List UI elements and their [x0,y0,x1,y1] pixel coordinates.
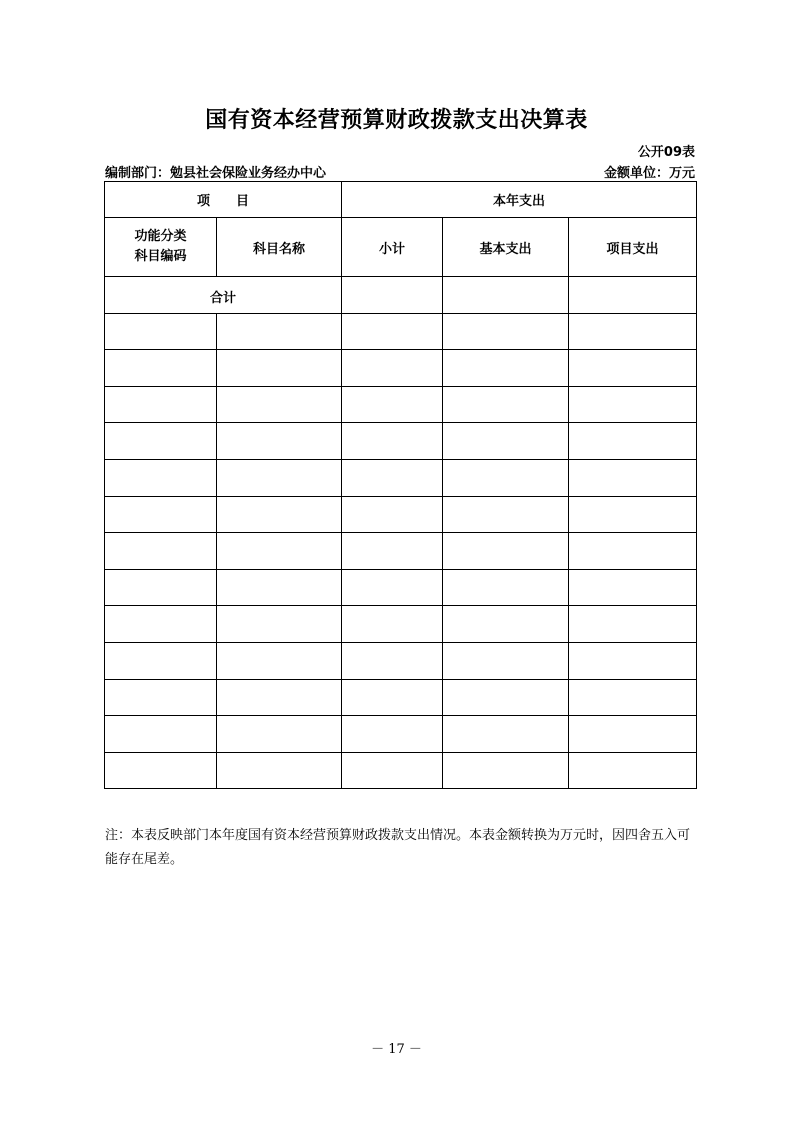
cell-code [105,533,217,570]
col-project-expenditure: 项目支出 [569,218,697,277]
table-row [105,350,697,387]
cell-basic [443,533,569,570]
footnote: 注：本表反映部门本年度国有资本经营预算财政拨款支出情况。本表金额转换为万元时，因四舍五入可能存在尾差。 [105,828,691,867]
cell-name [217,716,342,753]
table-row [105,606,697,643]
cell-code [105,459,217,496]
page-number: － 17 － [371,1042,422,1057]
cell-project [569,386,697,423]
cell-subtotal [342,569,443,606]
cell-subtotal [342,679,443,716]
table-row [105,386,697,423]
header-current-year: 本年支出 [342,182,697,218]
cell-subtotal [342,752,443,789]
cell-basic [443,606,569,643]
page-title: 国有资本经营预算财政拨款支出决算表 [205,108,588,133]
table-row [105,642,697,679]
cell-project [569,350,697,387]
col-function-code-label: 功能分类 科目编码 [134,229,187,264]
cell-code [105,423,217,460]
cell-code [105,606,217,643]
header-row-columns [105,218,697,277]
col-basic-expenditure: 基本支出 [443,218,569,277]
cell-code [105,313,217,350]
amount-unit-label: 金额单位：万元 [603,166,695,181]
form-number: 公开09表 [637,145,695,160]
table-row [105,459,697,496]
cell-name [217,569,342,606]
table-row [105,569,697,606]
cell-code [105,642,217,679]
table-row [105,423,697,460]
cell-basic [443,459,569,496]
cell-name [217,313,342,350]
table-row [105,679,697,716]
cell-basic [443,716,569,753]
cell-project [569,496,697,533]
cell-name [217,459,342,496]
cell-subtotal [342,313,443,350]
cell-project [569,533,697,570]
cell-name [217,350,342,387]
cell-subtotal [342,423,443,460]
cell-subtotal [342,459,443,496]
header-item: 项 目 [105,182,342,218]
cell-code [105,716,217,753]
cell-basic [443,752,569,789]
cell-project [569,716,697,753]
cell-name [217,606,342,643]
cell-project [569,752,697,789]
cell-subtotal [342,533,443,570]
cell-basic [443,423,569,460]
cell-project [569,606,697,643]
cell-name [217,423,342,460]
cell-basic [443,313,569,350]
cell-name [217,679,342,716]
cell-subtotal [342,350,443,387]
cell-basic [443,496,569,533]
header-row-top [105,182,697,218]
cell-project [569,313,697,350]
cell-code [105,752,217,789]
department-label: 编制部门：勉县社会保险业务经办中心 [105,166,327,181]
cell-code [105,569,217,606]
cell-code [105,386,217,423]
table-row [105,752,697,789]
cell-project [569,679,697,716]
col-subject-name: 科目名称 [217,218,342,277]
cell-project [569,423,697,460]
total-project [569,277,697,314]
cell-subtotal [342,386,443,423]
cell-project [569,459,697,496]
table-row [105,496,697,533]
cell-code [105,350,217,387]
col-subtotal: 小计 [342,218,443,277]
col-function-code [105,218,217,277]
expenditure-table [104,181,697,789]
cell-project [569,569,697,606]
cell-name [217,386,342,423]
cell-code [105,496,217,533]
total-basic [443,277,569,314]
table-row [105,533,697,570]
cell-project [569,642,697,679]
cell-subtotal [342,642,443,679]
cell-name [217,642,342,679]
total-subtotal [342,277,443,314]
cell-basic [443,642,569,679]
cell-subtotal [342,606,443,643]
cell-subtotal [342,496,443,533]
table-row [105,716,697,753]
total-row [105,277,697,314]
total-label: 合计 [105,277,342,314]
cell-basic [443,569,569,606]
cell-basic [443,679,569,716]
cell-basic [443,350,569,387]
cell-subtotal [342,716,443,753]
cell-name [217,533,342,570]
cell-basic [443,386,569,423]
cell-name [217,752,342,789]
cell-code [105,679,217,716]
table-row [105,313,697,350]
cell-name [217,496,342,533]
